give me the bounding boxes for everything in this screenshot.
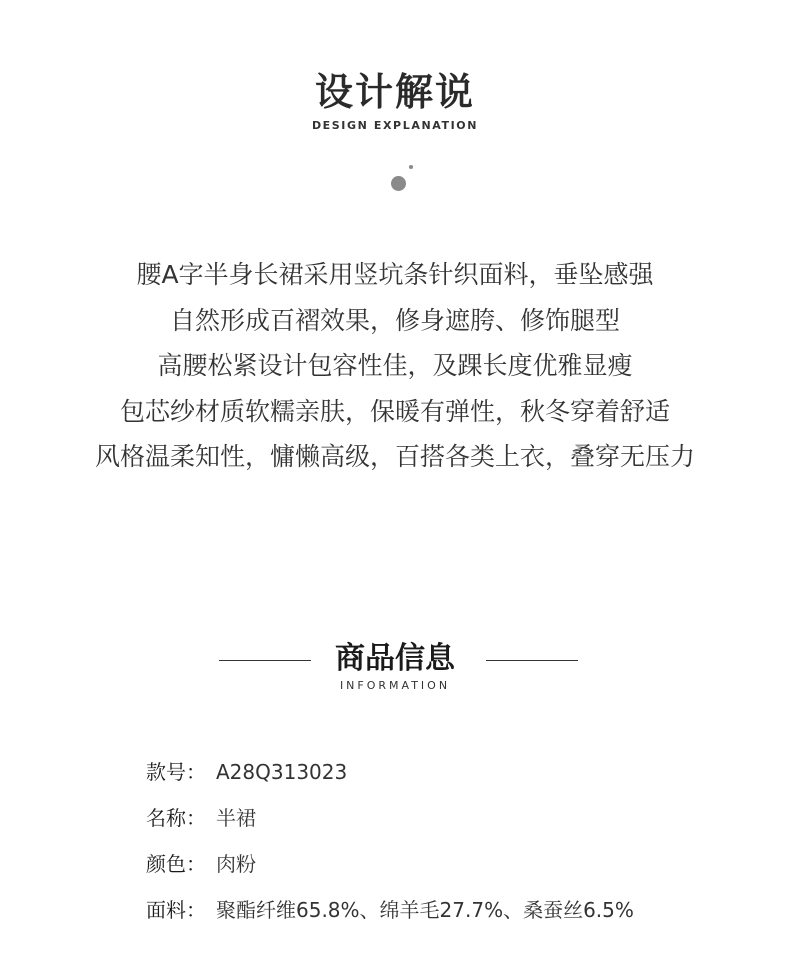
decorative-dot-large	[391, 176, 406, 191]
design-subtitle: DESIGN EXPLANATION	[311, 119, 479, 132]
info-title: 商品信息	[335, 641, 455, 676]
spec-label: 颜色：	[146, 852, 206, 876]
description-line: 腰A字半身长裙采用竖坑条针织面料，垂坠感强	[136, 260, 654, 289]
spec-row-style-number	[146, 756, 634, 802]
design-title: 设计解说	[314, 70, 475, 114]
spec-row-fabric	[146, 894, 634, 940]
description-line: 自然形成百褶效果，修身遮胯、修饰腿型	[169, 305, 620, 335]
spec-label: 款号：	[146, 760, 206, 784]
spec-value: A28Q313023	[216, 760, 348, 784]
spec-label: 面料：	[146, 898, 206, 922]
description-line: 包芯纱材质软糯亲肤，保暖有弹性，秋冬穿着舒适	[119, 396, 670, 426]
spec-row-name	[146, 802, 634, 848]
spec-value: 聚酯纤维65.8%、绵羊毛27.7%、桑蚕丝6.5%	[216, 898, 634, 922]
description-line: 高腰松紧设计包容性佳，及踝长度优雅显瘦	[157, 351, 633, 380]
decorative-dot-small	[409, 165, 413, 169]
spec-row-color	[146, 848, 634, 894]
info-subtitle: INFORMATION	[339, 679, 451, 692]
spec-value: 肉粉	[216, 852, 256, 876]
spec-value: 半裙	[216, 806, 256, 830]
spec-list	[146, 756, 634, 940]
spec-label: 名称：	[146, 806, 206, 830]
design-description	[0, 252, 790, 480]
description-line: 风格温柔知性，慵懒高级，百搭各类上衣，叠穿无压力	[94, 442, 695, 471]
